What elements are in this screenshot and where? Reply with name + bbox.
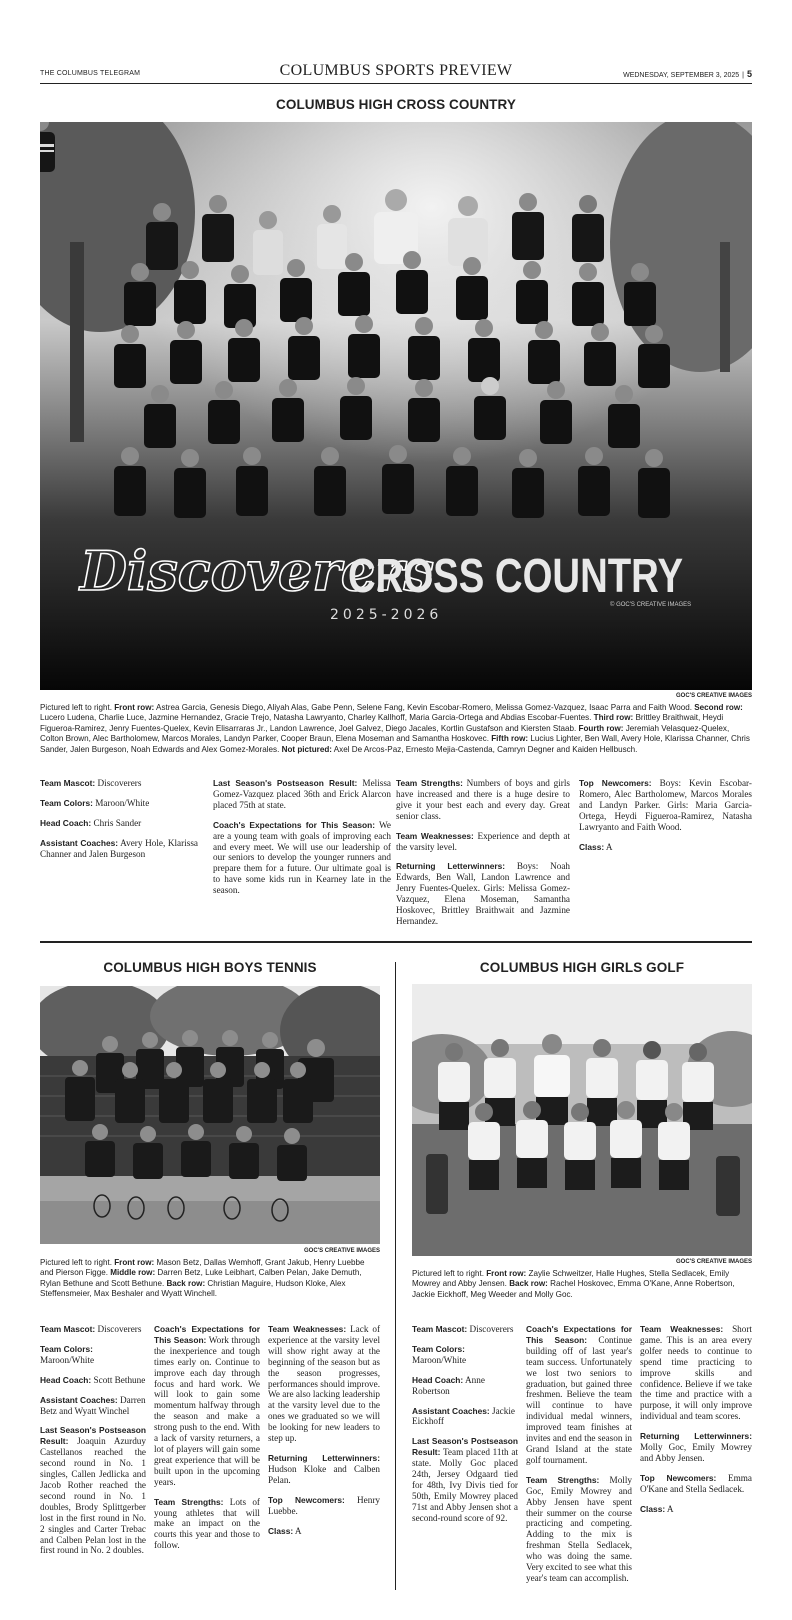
xc-letterwinners [396, 861, 570, 926]
info-value: Maroon/White [40, 1354, 95, 1365]
golf-info-col-3 [640, 1324, 752, 1524]
info-label: Team Strengths: [154, 1496, 224, 1507]
tennis-postseason [40, 1425, 146, 1556]
info-label: Last Season's Postseason Result: [40, 1425, 146, 1447]
caption-text: Lucius Lighter, Ben Wall, Avery Hole, Klarissa Channer, Chris Sander, Jalen Burgeson, Noah Edwards and Alex Gomez-Morales. [40, 734, 750, 754]
caption-text: Pictured left to right. [40, 1258, 115, 1267]
info-value: Henry Luebbe. [268, 1494, 380, 1516]
info-value: Team placed 11th at state. Molly Goc placed 24th, Jersey Odgaard tied for 48th, Ivy Divis tied for 50th, Emily Mowrey placed 71st and Abby Jensen shot a second-round score of 92. [412, 1447, 518, 1523]
tennis-letterwinners [268, 1453, 380, 1486]
golf-weaknesses [640, 1324, 752, 1422]
tennis-title: COLUMBUS HIGH BOYS TENNIS [103, 960, 317, 975]
tennis-team-photo-art [40, 986, 380, 1244]
info-value: Molly Goc, Emily Mowrey and Abby Jensen have spent their summer on the course practicing and competing. Adding to the mix is freshman Stella Sedlacek, who was doing the same. Very excited to see what this year's team can accomplish. [526, 1474, 632, 1583]
xc-team-photo [40, 122, 752, 690]
info-value: Anne Robertson [412, 1374, 485, 1396]
info-value: Lots of young athletes that will make an impact on the courts this year and those to follow. [154, 1496, 260, 1551]
caption-label: Fourth row: [578, 723, 624, 733]
tennis-newcomers [268, 1495, 380, 1517]
section-title: COLUMBUS SPORTS PREVIEW [279, 62, 513, 79]
golf-info-col-1 [412, 1324, 518, 1533]
tennis-assistant-coaches [40, 1395, 146, 1417]
info-label: Coach's Expectations for This Season: [526, 1324, 632, 1345]
caption-label: Second row: [694, 703, 743, 712]
info-value: We are a young team with goals of improving each and every meet. We will use our leadership of our seniors to develop the younger runners and prepare them for a future. Our ultimate goal is to have some kids run in Kearney late in the season. [213, 819, 391, 896]
info-value: Work through the inexperience and tough times early on. Continue to improve each day through focus and hard work. We will look to gain some momentum halfway through the season and make a strong push to the end. With a lack of varsity returners, a lot of players will gain some great experience that will be built upon in the upcoming years. [154, 1334, 260, 1487]
xc-postseason [213, 778, 391, 811]
info-label: Assistant Coaches: [40, 837, 119, 848]
info-label: Team Colors: [412, 1343, 465, 1354]
info-label: Last Season's Postseason Result: [213, 778, 358, 788]
tennis-info-col-2 [154, 1324, 260, 1560]
golf-info-col-2 [526, 1324, 632, 1593]
caption-label: Not pictured: [281, 744, 332, 754]
info-label: Top Newcomers: [579, 778, 652, 788]
xc-mascot [40, 778, 198, 789]
info-label: Team Colors: [40, 797, 93, 808]
caption-text: Axel De Arcos-Paz, Ernesto Mejia-Castenda, Camryn Degner and Kaiden Hellbusch. [331, 744, 638, 754]
info-value: Discoverers [467, 1324, 514, 1334]
tennis-weaknesses [268, 1324, 380, 1444]
info-value: Continue building off of last year's team success. Unfortunately we lost two seniors to graduation, but gained three freshmen. Believe the team will continue to have individual medal winners, improved team finishes at invites and end the season in Grand Island at the state golf tournament. [526, 1334, 633, 1465]
info-value: Scott Bethune [91, 1374, 146, 1385]
info-value: Molly Goc, Emily Mowrey and Abby Jensen. [640, 1442, 752, 1463]
golf-assistant-coaches [412, 1406, 518, 1428]
info-label: Team Mascot: [40, 1324, 96, 1334]
xc-info-col-3 [396, 778, 570, 936]
xc-photo-credit: GOC'S CREATIVE IMAGES [676, 693, 752, 699]
caption-text: Lucero Ludena, Charlie Luce, Jazmine Hernandez, Gracie Trejo, Natasha Lawryanto, Charley Kallhoff, Maria Garcia-Ortega and Abdias Escobar-Fuentes. [40, 713, 594, 723]
xc-info-col-2 [213, 778, 391, 905]
caption-text: Rachel Hoskovec, Emma O'Kane, Anne Robertson, Jackie Eickhoff, Meg Weeder and Molly Goc. [412, 1279, 735, 1299]
xc-photo-headline: CROSS COUNTRY [348, 550, 683, 603]
caption-text: Pictured left to right. [412, 1269, 487, 1278]
tennis-colors [40, 1344, 146, 1366]
golf-postseason [412, 1436, 518, 1523]
page-info: WEDNESDAY, SEPTEMBER 3, 2025 | 5 [623, 69, 752, 79]
info-value: Emma O'Kane and Stella Sedlacek. [640, 1472, 753, 1494]
caption-text: Christian Maguire, Hudson Kloke, Alex Steffensmeier, Max Beshaler and Wyatt Winchell. [40, 1278, 346, 1299]
caption-text: Astrea Garcia, Genesis Diego, Aliyah Alas, Gabe Penn, Selene Fang, Kevin Escobar-Romero, Melissa Gomez-Vazquez, Isaac Parra and Faith Wood. [154, 703, 695, 712]
info-value: Maroon/White [92, 797, 150, 808]
xc-head-coach [40, 818, 198, 829]
tennis-class [268, 1526, 380, 1537]
info-label: Last Season's Postseason Result: [412, 1436, 518, 1458]
info-label: Team Strengths: [526, 1474, 600, 1485]
info-value: Joaquin Azurduy Castellanos reached the second round in No. 1 singles, Callen Jedlicka and Jacob Rother reached the second round in No. 1 doubles, Brody Splittgerber lost in the first round in No. 2 singles and Carter Trebac and Calben Pelan lost in the first round in No. 2 doubles. [40, 1436, 146, 1556]
page-date: WEDNESDAY, SEPTEMBER 3, 2025 [623, 72, 740, 79]
xc-photo-watermark: © GOC'S CREATIVE IMAGES [610, 602, 692, 608]
info-value: Melissa Gomez-Vazquez placed 36th and Erick Alarcon placed 75th at state. [213, 778, 391, 810]
info-value: Experience and depth at the varsity level. [396, 830, 570, 852]
info-label: Coach's Expectations for This Season: [154, 1324, 260, 1345]
info-label: Coach's Expectations for This Season: [213, 819, 376, 830]
golf-mascot [412, 1324, 518, 1335]
info-label: Head Coach: [40, 817, 92, 828]
info-value: Boys: Noah Edwards, Ben Wall, Landon Lawrence and Jenry Fuentes-Quelex. Girls: Melissa Gomez-Vazquez, Elena Moseman, Samantha Hoskovec, Brittley Braithwait and Jazmine Hernandez. [396, 861, 571, 926]
info-label: Head Coach: [412, 1374, 464, 1385]
caption-text: Zaylie Schweitzer, Halle Hughes, Stella Sedlacek, Emily Mowrey and Abby Jensen. [412, 1269, 730, 1289]
caption-label: Middle row: [110, 1268, 156, 1278]
info-value: Darren Betz and Wyatt Winchel [40, 1394, 146, 1416]
info-value: Lack of experience at the varsity level will show right away at the beginning of the season but as the season progresses, performances should improve. We are also lacking leadership at the varsity level due to the ones we graduated so we will be looking for new leaders to step up. [268, 1324, 381, 1444]
info-label: Team Weaknesses: [640, 1324, 724, 1334]
tennis-team-photo [40, 986, 380, 1244]
info-label: Team Weaknesses: [268, 1324, 347, 1334]
info-label: Class: [579, 841, 605, 852]
info-value: Maroon/White [412, 1354, 467, 1365]
info-value: Hudson Kloke and Calben Pelan. [268, 1463, 380, 1485]
golf-head-coach [412, 1375, 518, 1397]
info-value: Discoverers [95, 1324, 142, 1334]
golf-strengths [526, 1475, 632, 1584]
caption-text: Mason Betz, Dallas Wemhoff, Grant Jakub, Henry Luebbe and Pierson Figge. [40, 1258, 365, 1278]
info-value: A [665, 1503, 674, 1514]
info-label: Team Weaknesses: [396, 830, 474, 841]
tennis-head-coach [40, 1375, 146, 1386]
golf-team-photo [412, 984, 752, 1256]
xc-title: COLUMBUS HIGH CROSS COUNTRY [276, 97, 516, 112]
caption-label: Front row: [114, 1258, 155, 1267]
xc-expectations [213, 820, 391, 896]
info-value: A [604, 841, 613, 852]
xc-info-col-1 [40, 778, 198, 869]
tennis-strengths [154, 1497, 260, 1552]
caption-label: Front row: [486, 1269, 527, 1278]
tennis-info-col-3 [268, 1324, 380, 1545]
caption-text: Pictured left to right. [40, 703, 115, 712]
info-value: A [293, 1525, 302, 1536]
golf-caption [412, 1269, 752, 1300]
info-label: Top Newcomers: [640, 1472, 717, 1483]
info-value: Avery Hole, Klarissa Channer and Jalen Burgeson [40, 837, 198, 859]
golf-photo-credit: GOC'S CREATIVE IMAGES [676, 1259, 752, 1265]
info-value: Jackie Eickhoff [412, 1405, 515, 1427]
golf-letterwinners [640, 1431, 752, 1464]
tennis-caption [40, 1258, 380, 1300]
xc-photo-script: Discoverers [80, 539, 435, 603]
info-value: Chris Sander [91, 817, 142, 828]
caption-label: Third row: [593, 713, 634, 723]
caption-label: Fifth row: [491, 734, 529, 744]
xc-assistant-coaches [40, 838, 198, 860]
info-label: Team Colors: [40, 1343, 93, 1354]
info-label: Returning Letterwinners: [640, 1431, 752, 1442]
xc-strengths [396, 778, 570, 822]
info-label: Top Newcomers: [268, 1494, 345, 1505]
xc-weaknesses [396, 831, 570, 853]
tennis-expectations [154, 1324, 260, 1488]
golf-colors [412, 1344, 518, 1366]
caption-text: Brittley Braithwait, Heydi Figueroa-Ramirez, Jenry Fuentes-Quelex, Kevin Elisarraras Jr., Landon Lawrence, Joel Galvez, Diego Jacales, Kortlin Gustafson and Kiersten Staab. [40, 713, 724, 733]
caption-label: Back row: [509, 1279, 548, 1289]
page-number: 5 [746, 69, 752, 79]
xc-newcomers [579, 778, 752, 833]
xc-photo-years: 2025-2026 [330, 607, 443, 623]
xc-info-col-4 [579, 778, 752, 861]
info-label: Assistant Coaches: [40, 1394, 118, 1405]
info-label: Returning Letterwinners: [268, 1452, 380, 1463]
column-divider [395, 962, 396, 1590]
section-divider [40, 941, 752, 943]
info-label: Class: [268, 1525, 294, 1536]
golf-newcomers [640, 1473, 752, 1495]
caption-label: Back row: [166, 1278, 206, 1288]
tennis-mascot [40, 1324, 146, 1335]
golf-title: COLUMBUS HIGH GIRLS GOLF [479, 960, 685, 975]
golf-class [640, 1504, 752, 1515]
info-label: Head Coach: [40, 1374, 92, 1385]
golf-team-photo-art [412, 984, 752, 1256]
golf-expectations [526, 1324, 632, 1466]
xc-caption [40, 703, 752, 755]
info-label: Team Mascot: [412, 1324, 468, 1334]
masthead [40, 62, 752, 84]
caption-text: Jeremiah Velasquez-Quelex, Colton Brown, Alec Bartholomew, Marcos Morales, Landyn Parker, Cooper Braun, Elena Moseman and Samantha Hoskovec. [40, 723, 730, 744]
info-label: Assistant Coaches: [412, 1405, 490, 1416]
info-label: Returning Letterwinners: [396, 861, 506, 872]
info-value: Boys: Kevin Escobar-Romero, Alec Bartholomew, Marcos Morales and Landyn Parker. Girls: Maria Garcia-Ortega, Heydi Figueroa-Ramirez, Natasha Lawryanto and Faith Wood. [579, 778, 752, 832]
info-value: Numbers of boys and girls have increased and there is a huge desire to give it your best each and every day. Great senior class. [396, 778, 570, 821]
info-label: Team Strengths: [396, 778, 463, 788]
caption-label: Front row: [114, 703, 155, 712]
info-value: Short game. This is an area every golfer needs to continue to spend time practicing to improve skills and confidence. Believe if we take the time and practice with a purpose, it will only improve individual and team scores. [640, 1324, 752, 1422]
tennis-info-col-1 [40, 1324, 146, 1565]
xc-team-photo-art [40, 122, 752, 690]
tennis-photo-credit: GOC'S CREATIVE IMAGES [304, 1248, 380, 1254]
caption-text: Darren Betz, Luke Leibhart, Calben Pelan, Jake Demuth, Rylan Bethune and Scott Bethune. [40, 1268, 362, 1288]
xc-class [579, 842, 752, 853]
xc-colors [40, 798, 198, 809]
info-label: Team Mascot: [40, 778, 96, 788]
newspaper-name: THE COLUMBUS TELEGRAM [40, 70, 141, 77]
info-value: Discoverers [95, 778, 142, 788]
info-label: Class: [640, 1503, 666, 1514]
